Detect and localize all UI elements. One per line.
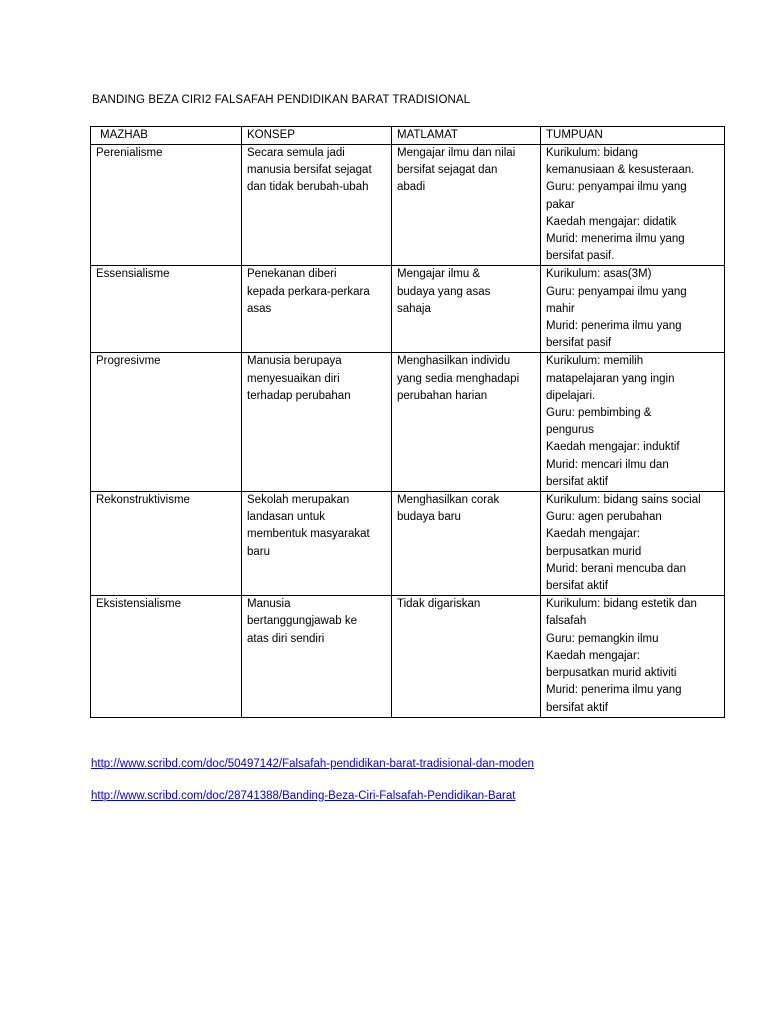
cell-matlamat [392, 353, 541, 492]
matlamat-line: perubahan harian [397, 389, 488, 402]
cell-tumpuan [541, 596, 725, 717]
konsep-line: menyesuaikan diri [247, 372, 340, 385]
header-matlamat: MATLAMAT [392, 127, 541, 145]
matlamat-line: Mengajar ilmu & [397, 268, 481, 281]
header-mazhab: MAZHAB [91, 127, 242, 145]
konsep-line: bertanggungjawab ke [247, 615, 357, 628]
konsep-line: kepada perkara-perkara [247, 285, 370, 298]
table-row [91, 596, 725, 717]
tumpuan-line: falsafah [546, 615, 587, 628]
cell-tumpuan [541, 492, 725, 596]
reference-links [91, 756, 534, 820]
reference-link-2[interactable]: http://www.scribd.com/doc/28741388/Banding-Beza-Ciri-Falsafah-Pendidikan-Barat [91, 790, 516, 802]
tumpuan-line: dipelajari. [546, 389, 596, 402]
document-title: BANDING BEZA CIRI2 FALSAFAH PENDIDIKAN BARAT TRADISIONAL [92, 94, 471, 106]
tumpuan-line: Kurikulum: bidang sains social [546, 494, 701, 507]
tumpuan-line: Guru: agen perubahan [546, 511, 662, 524]
tumpuan-line: Kaedah mengajar: induktif [546, 441, 680, 454]
tumpuan-line: pakar [546, 198, 575, 211]
konsep-line: dan tidak berubah-ubah [247, 181, 369, 194]
header-tumpuan: TUMPUAN [541, 127, 725, 145]
konsep-line: manusia bersifat sejagat [247, 164, 372, 177]
tumpuan-line: mahir [546, 302, 575, 315]
tumpuan-line: Guru: pembimbing & [546, 407, 652, 420]
tumpuan-line: Murid: menerima ilmu yang [546, 233, 685, 246]
tumpuan-line: Kurikulum: bidang [546, 147, 639, 159]
cell-tumpuan [541, 266, 725, 353]
matlamat-line: Menghasilkan individu [397, 355, 511, 368]
cell-konsep [242, 266, 392, 353]
tumpuan-line: Guru: penyampai ilmu yang [546, 181, 687, 194]
konsep-line: terhadap perubahan [247, 389, 351, 402]
cell-mazhab: Perenialisme [91, 145, 242, 266]
tumpuan-line: bersifat aktif [546, 580, 608, 593]
tumpuan-line: Murid: penerima ilmu yang [546, 684, 682, 697]
table-header-row [91, 127, 725, 145]
header-konsep: KONSEP [242, 127, 392, 145]
tumpuan-line: bersifat pasif. [546, 250, 615, 263]
tumpuan-line: Kurikulum: bidang estetik dan [546, 598, 697, 611]
cell-mazhab: Eksistensialisme [91, 596, 242, 717]
matlamat-line: bersifat sejagat dan [397, 164, 498, 177]
cell-konsep [242, 492, 392, 596]
tumpuan-line: berpusatkan murid aktiviti [546, 667, 677, 680]
cell-mazhab: Progresivme [91, 353, 242, 492]
cell-konsep [242, 596, 392, 717]
cell-matlamat [392, 145, 541, 266]
cell-tumpuan [541, 145, 725, 266]
cell-matlamat [392, 492, 541, 596]
matlamat-line: Menghasilkan corak [397, 494, 500, 507]
konsep-line: membentuk masyarakat [247, 528, 370, 541]
tumpuan-line: Murid: penerima ilmu yang [546, 320, 682, 333]
tumpuan-line: matapelajaran yang ingin [546, 372, 675, 385]
tumpuan-line: bersifat pasif [546, 337, 612, 350]
tumpuan-line: Kaedah mengajar: didatik [546, 215, 677, 228]
cell-mazhab: Rekonstruktivisme [91, 492, 242, 596]
reference-link-1[interactable]: http://www.scribd.com/doc/50497142/Falsafah-pendidikan-barat-tradisional-dan-moden [91, 758, 534, 770]
tumpuan-line: Murid: mencari ilmu dan [546, 458, 669, 471]
konsep-line: Manusia berupaya [247, 355, 342, 368]
table-row [91, 353, 725, 492]
matlamat-line: abadi [397, 181, 426, 194]
matlamat-line: budaya baru [397, 511, 461, 524]
comparison-table [90, 126, 725, 718]
tumpuan-line: kemanusiaan & kesusteraan. [546, 164, 695, 177]
table-row [91, 492, 725, 596]
konsep-line: Penekanan diberi [247, 268, 337, 281]
konsep-line: landasan untuk [247, 511, 326, 524]
cell-matlamat [392, 596, 541, 717]
konsep-line: baru [247, 545, 271, 558]
tumpuan-line: Murid: berani mencuba dan [546, 562, 686, 575]
table-row [91, 145, 725, 266]
matlamat-line: Mengajar ilmu dan nilai [397, 147, 516, 159]
matlamat-line: Tidak digariskan [397, 598, 481, 611]
tumpuan-line: Kurikulum: asas(3M) [546, 268, 652, 281]
matlamat-line: yang sedia menghadapi [397, 372, 520, 385]
tumpuan-line: Kaedah mengajar: [546, 528, 640, 541]
cell-mazhab: Essensialisme [91, 266, 242, 353]
tumpuan-line: bersifat aktif [546, 475, 608, 488]
table-row [91, 266, 725, 353]
tumpuan-line: Guru: pemangkin ilmu [546, 632, 659, 645]
cell-matlamat [392, 266, 541, 353]
cell-konsep [242, 353, 392, 492]
konsep-line: asas [247, 302, 272, 315]
tumpuan-line: berpusatkan murid [546, 545, 642, 558]
cell-konsep [242, 145, 392, 266]
matlamat-line: budaya yang asas [397, 285, 491, 298]
konsep-line: atas diri sendiri [247, 632, 325, 645]
matlamat-line: sahaja [397, 302, 431, 315]
konsep-line: Secara semula jadi [247, 147, 345, 159]
tumpuan-line: Kaedah mengajar: [546, 649, 640, 662]
tumpuan-line: bersifat aktif [546, 701, 608, 714]
tumpuan-line: pengurus [546, 424, 594, 437]
konsep-line: Manusia [247, 598, 291, 611]
tumpuan-line: Kurikulum: memilih [546, 355, 644, 368]
konsep-line: Sekolah merupakan [247, 494, 350, 507]
cell-tumpuan [541, 353, 725, 492]
tumpuan-line: Guru: penyampai ilmu yang [546, 285, 687, 298]
